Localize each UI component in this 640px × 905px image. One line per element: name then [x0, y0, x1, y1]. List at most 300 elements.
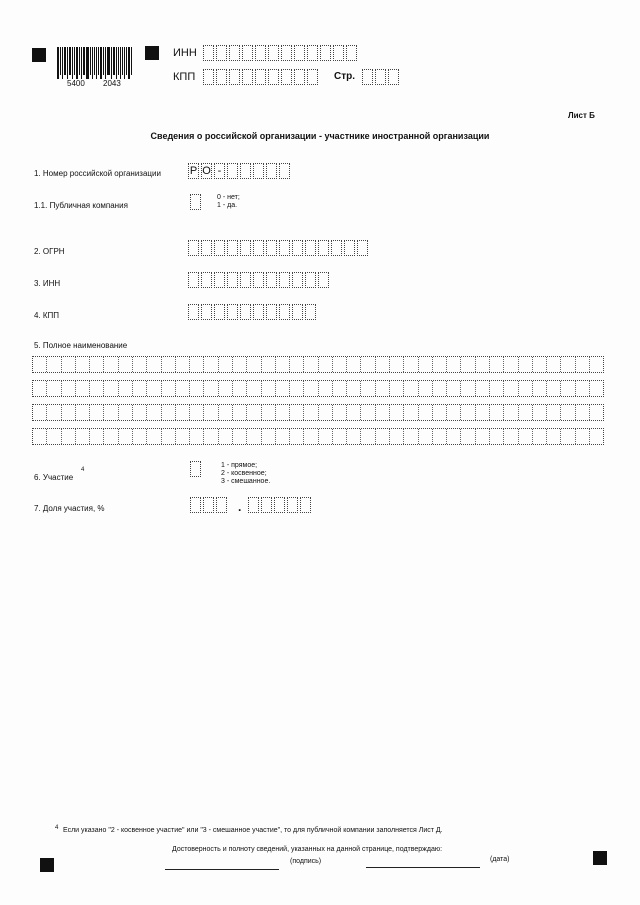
header-page-label: Стр.	[334, 71, 356, 82]
input-cell[interactable]	[344, 240, 355, 256]
barcode-bar	[113, 47, 115, 75]
input-cell[interactable]	[388, 69, 399, 85]
barcode-bar	[107, 47, 110, 75]
name-cell[interactable]	[404, 357, 418, 372]
name-cell[interactable]	[119, 357, 133, 372]
name-cell[interactable]	[576, 405, 590, 420]
barcode-bar	[96, 47, 98, 79]
name-cell[interactable]	[76, 429, 90, 444]
name-cell[interactable]	[561, 357, 575, 372]
input-cell[interactable]	[279, 272, 290, 288]
input-cell[interactable]	[362, 69, 373, 85]
name-cell[interactable]	[233, 381, 247, 396]
name-cell[interactable]	[376, 429, 390, 444]
participation-footnote-mark: 4	[81, 467, 85, 473]
corner-marker-bottom-left	[40, 858, 54, 872]
name-cell[interactable]	[376, 405, 390, 420]
input-cell[interactable]	[253, 272, 264, 288]
name-cell[interactable]	[519, 381, 533, 396]
ogrn-label: 2. ОГРН	[34, 247, 65, 256]
kpp-cells[interactable]	[188, 304, 316, 320]
name-cell[interactable]	[262, 381, 276, 396]
name-cell[interactable]	[490, 405, 504, 420]
name-cell[interactable]	[547, 405, 561, 420]
name-cell[interactable]	[347, 357, 361, 372]
input-cell[interactable]	[216, 45, 227, 61]
inn-cells[interactable]	[188, 272, 329, 288]
input-cell[interactable]	[242, 45, 253, 61]
name-cell[interactable]	[390, 405, 404, 420]
input-cell[interactable]	[279, 240, 290, 256]
name-cell[interactable]	[404, 381, 418, 396]
full-name-row[interactable]	[32, 428, 604, 445]
name-cell[interactable]	[176, 381, 190, 396]
full-name-row[interactable]	[32, 404, 604, 421]
input-cell[interactable]	[190, 497, 201, 513]
name-cell[interactable]	[233, 429, 247, 444]
name-cell[interactable]	[433, 405, 447, 420]
input-cell[interactable]	[253, 240, 264, 256]
input-cell[interactable]	[229, 69, 240, 85]
org-number-cells[interactable]	[188, 163, 290, 179]
name-cell[interactable]	[561, 429, 575, 444]
share-fraction-cells[interactable]	[248, 497, 311, 513]
input-cell[interactable]	[201, 304, 212, 320]
name-cell[interactable]	[176, 429, 190, 444]
name-cell[interactable]	[147, 405, 161, 420]
name-cell[interactable]	[162, 429, 176, 444]
input-cell[interactable]	[333, 45, 344, 61]
name-cell[interactable]	[347, 405, 361, 420]
name-cell[interactable]	[533, 405, 547, 420]
input-cell[interactable]	[190, 461, 201, 477]
name-cell[interactable]	[276, 405, 290, 420]
name-cell[interactable]	[204, 357, 218, 372]
name-cell[interactable]	[504, 405, 518, 420]
corner-marker-bottom-right	[593, 851, 607, 865]
signature-caption: (подпись)	[290, 858, 322, 865]
name-cell[interactable]	[461, 357, 475, 372]
name-cell[interactable]	[90, 429, 104, 444]
org-number-cell[interactable]: Р	[189, 165, 198, 177]
name-cell[interactable]	[419, 357, 433, 372]
barcode-bar	[122, 47, 123, 75]
barcode-bar	[98, 47, 99, 75]
input-cell[interactable]	[281, 45, 292, 61]
name-cell[interactable]	[162, 381, 176, 396]
name-cell[interactable]	[147, 357, 161, 372]
name-cell[interactable]	[33, 429, 47, 444]
name-cell[interactable]	[62, 405, 76, 420]
date-line[interactable]	[366, 867, 480, 868]
name-cell[interactable]	[447, 357, 461, 372]
barcode-bar	[131, 47, 132, 75]
header-inn-label: ИНН	[173, 47, 197, 59]
name-cell[interactable]	[547, 357, 561, 372]
name-cell[interactable]	[333, 357, 347, 372]
name-cell[interactable]	[504, 357, 518, 372]
name-cell[interactable]	[247, 357, 261, 372]
barcode-bar	[81, 47, 82, 79]
input-cell[interactable]	[248, 497, 259, 513]
org-number-cell[interactable]: О	[202, 165, 211, 177]
input-cell[interactable]	[318, 272, 329, 288]
header-kpp-cells[interactable]	[203, 69, 318, 85]
barcode-bar	[100, 47, 102, 79]
name-cell[interactable]	[304, 429, 318, 444]
name-cell[interactable]	[504, 381, 518, 396]
name-cell[interactable]	[404, 429, 418, 444]
name-cell[interactable]	[361, 381, 375, 396]
name-cell[interactable]	[204, 381, 218, 396]
name-cell[interactable]	[361, 405, 375, 420]
input-cell[interactable]	[188, 240, 199, 256]
name-cell[interactable]	[590, 381, 603, 396]
name-cell[interactable]	[47, 405, 61, 420]
name-cell[interactable]	[461, 429, 475, 444]
input-cell[interactable]	[305, 272, 316, 288]
input-cell[interactable]	[242, 69, 253, 85]
name-cell[interactable]	[162, 357, 176, 372]
input-cell[interactable]	[240, 240, 251, 256]
barcode-bar	[111, 47, 112, 79]
input-cell[interactable]	[279, 304, 290, 320]
name-cell[interactable]	[90, 405, 104, 420]
name-cell[interactable]	[561, 381, 575, 396]
name-cell[interactable]	[333, 381, 347, 396]
barcode-digits-right: 2043	[103, 79, 121, 88]
name-cell[interactable]	[490, 357, 504, 372]
name-cell[interactable]	[576, 429, 590, 444]
input-cell[interactable]	[203, 69, 214, 85]
name-cell[interactable]	[290, 429, 304, 444]
name-cell[interactable]	[561, 405, 575, 420]
input-cell[interactable]	[201, 272, 212, 288]
name-cell[interactable]	[547, 381, 561, 396]
name-cell[interactable]	[90, 381, 104, 396]
name-cell[interactable]	[433, 381, 447, 396]
name-cell[interactable]	[62, 357, 76, 372]
input-cell[interactable]	[216, 497, 227, 513]
name-cell[interactable]	[576, 357, 590, 372]
barcode-bar	[69, 47, 72, 75]
barcode	[57, 47, 133, 79]
name-cell[interactable]	[547, 429, 561, 444]
input-cell[interactable]	[201, 240, 212, 256]
name-cell[interactable]	[490, 429, 504, 444]
full-name-row[interactable]	[32, 356, 604, 373]
name-cell[interactable]	[262, 429, 276, 444]
input-cell[interactable]	[307, 45, 318, 61]
name-cell[interactable]	[147, 381, 161, 396]
name-cell[interactable]	[47, 381, 61, 396]
name-cell[interactable]	[233, 357, 247, 372]
name-cell[interactable]	[76, 405, 90, 420]
name-cell[interactable]	[461, 381, 475, 396]
name-cell[interactable]	[347, 381, 361, 396]
share-decimal-separator: .	[238, 500, 242, 514]
input-cell[interactable]	[266, 240, 277, 256]
name-cell[interactable]	[319, 381, 333, 396]
input-cell[interactable]	[375, 69, 386, 85]
input-cell[interactable]	[346, 45, 357, 61]
input-cell[interactable]	[214, 272, 225, 288]
input-cell[interactable]	[274, 497, 285, 513]
name-cell[interactable]	[133, 381, 147, 396]
input-cell[interactable]	[318, 240, 329, 256]
barcode-bar	[116, 47, 117, 79]
name-cell[interactable]	[319, 357, 333, 372]
name-cell[interactable]	[119, 405, 133, 420]
name-cell[interactable]	[119, 429, 133, 444]
input-cell[interactable]	[214, 304, 225, 320]
name-cell[interactable]	[47, 429, 61, 444]
public-company-label: 1.1. Публичная компания	[34, 201, 128, 210]
input-cell[interactable]	[188, 272, 199, 288]
name-cell[interactable]	[490, 381, 504, 396]
org-number-cell[interactable]: -	[214, 163, 225, 179]
name-cell[interactable]	[476, 381, 490, 396]
name-cell[interactable]	[247, 381, 261, 396]
input-cell[interactable]	[255, 45, 266, 61]
name-cell[interactable]	[519, 357, 533, 372]
input-cell[interactable]	[188, 304, 199, 320]
input-cell[interactable]	[292, 272, 303, 288]
signature-line[interactable]	[165, 869, 279, 870]
name-cell[interactable]	[333, 429, 347, 444]
name-cell[interactable]	[319, 405, 333, 420]
input-cell[interactable]	[203, 45, 214, 61]
name-cell[interactable]	[390, 381, 404, 396]
input-cell[interactable]	[261, 497, 272, 513]
date-caption: (дата)	[490, 856, 510, 863]
name-cell[interactable]	[347, 429, 361, 444]
name-cell[interactable]	[447, 405, 461, 420]
input-cell[interactable]	[331, 240, 342, 256]
name-cell[interactable]	[319, 429, 333, 444]
name-cell[interactable]	[190, 405, 204, 420]
input-cell[interactable]	[305, 304, 316, 320]
name-cell[interactable]	[304, 357, 318, 372]
input-cell[interactable]	[214, 240, 225, 256]
name-cell[interactable]	[304, 381, 318, 396]
name-cell[interactable]	[133, 429, 147, 444]
name-cell[interactable]	[404, 405, 418, 420]
name-cell[interactable]	[233, 405, 247, 420]
input-cell[interactable]	[227, 304, 238, 320]
name-cell[interactable]	[533, 429, 547, 444]
barcode-bar	[86, 47, 89, 79]
name-cell[interactable]	[176, 357, 190, 372]
barcode-bar	[124, 47, 125, 79]
input-cell[interactable]	[307, 69, 318, 85]
barcode-bar	[103, 47, 104, 75]
corner-marker-top-mid	[145, 46, 159, 60]
name-cell[interactable]	[590, 429, 603, 444]
name-cell[interactable]	[104, 357, 118, 372]
name-cell[interactable]	[33, 357, 47, 372]
name-cell[interactable]	[576, 381, 590, 396]
barcode-bar	[79, 47, 80, 75]
name-cell[interactable]	[276, 381, 290, 396]
name-cell[interactable]	[219, 405, 233, 420]
barcode-bar	[128, 47, 130, 79]
name-cell[interactable]	[190, 429, 204, 444]
barcode-bar	[60, 47, 61, 75]
barcode-bar	[105, 47, 106, 79]
name-cell[interactable]	[590, 405, 603, 420]
name-cell[interactable]	[433, 357, 447, 372]
input-cell[interactable]	[227, 272, 238, 288]
input-cell[interactable]	[190, 194, 201, 210]
name-cell[interactable]	[476, 405, 490, 420]
barcode-bar	[74, 47, 75, 75]
org-number-cell[interactable]	[227, 163, 238, 179]
corner-marker-top-left	[32, 48, 46, 62]
name-cell[interactable]	[204, 405, 218, 420]
name-cell[interactable]	[190, 357, 204, 372]
name-cell[interactable]	[461, 405, 475, 420]
name-cell[interactable]	[104, 429, 118, 444]
input-cell[interactable]	[292, 240, 303, 256]
confirm-text: Достоверность и полноту сведений, указанных на данной странице, подтверждаю:	[172, 846, 443, 853]
name-cell[interactable]	[476, 429, 490, 444]
name-cell[interactable]	[419, 429, 433, 444]
barcode-bar	[118, 47, 119, 75]
org-number-label: 1. Номер российской организации	[34, 169, 161, 178]
name-cell[interactable]	[33, 405, 47, 420]
name-cell[interactable]	[433, 429, 447, 444]
name-cell[interactable]	[290, 357, 304, 372]
name-cell[interactable]	[519, 405, 533, 420]
name-cell[interactable]	[262, 405, 276, 420]
name-cell[interactable]	[419, 405, 433, 420]
input-cell[interactable]	[292, 304, 303, 320]
name-cell[interactable]	[533, 357, 547, 372]
name-cell[interactable]	[290, 405, 304, 420]
input-cell[interactable]	[294, 45, 305, 61]
input-cell[interactable]	[229, 45, 240, 61]
public-company-option: 0 - нет;	[217, 194, 240, 201]
input-cell[interactable]	[287, 497, 298, 513]
org-number-cell[interactable]	[266, 163, 277, 179]
name-cell[interactable]	[62, 429, 76, 444]
name-cell[interactable]	[33, 381, 47, 396]
name-cell[interactable]	[519, 429, 533, 444]
name-cell[interactable]	[219, 381, 233, 396]
name-cell[interactable]	[247, 405, 261, 420]
name-cell[interactable]	[533, 381, 547, 396]
barcode-bar	[57, 47, 59, 79]
name-cell[interactable]	[262, 357, 276, 372]
input-cell[interactable]	[305, 240, 316, 256]
name-cell[interactable]	[76, 357, 90, 372]
input-cell[interactable]	[268, 45, 279, 61]
name-cell[interactable]	[290, 381, 304, 396]
barcode-bar	[67, 47, 68, 79]
barcode-bar	[62, 47, 63, 79]
name-cell[interactable]	[361, 429, 375, 444]
input-cell[interactable]	[266, 272, 277, 288]
name-cell[interactable]	[204, 429, 218, 444]
name-cell[interactable]	[390, 357, 404, 372]
input-cell[interactable]	[240, 272, 251, 288]
name-cell[interactable]	[47, 357, 61, 372]
header-inn-cells[interactable]	[203, 45, 357, 61]
input-cell[interactable]	[216, 69, 227, 85]
participation-cell[interactable]	[190, 461, 201, 477]
name-cell[interactable]	[504, 429, 518, 444]
name-cell[interactable]	[276, 357, 290, 372]
name-cell[interactable]	[419, 381, 433, 396]
name-cell[interactable]	[190, 381, 204, 396]
input-cell[interactable]	[357, 240, 368, 256]
input-cell[interactable]	[240, 304, 251, 320]
input-cell[interactable]	[268, 69, 279, 85]
name-cell[interactable]	[590, 357, 603, 372]
barcode-bar	[76, 47, 78, 79]
input-cell[interactable]	[320, 45, 331, 61]
name-cell[interactable]	[133, 405, 147, 420]
input-cell[interactable]	[281, 69, 292, 85]
name-cell[interactable]	[390, 429, 404, 444]
input-cell[interactable]	[294, 69, 305, 85]
barcode-digits-left: 5400	[67, 79, 85, 88]
name-cell[interactable]	[90, 357, 104, 372]
name-cell[interactable]	[476, 357, 490, 372]
name-cell[interactable]	[219, 357, 233, 372]
name-cell[interactable]	[133, 357, 147, 372]
name-cell[interactable]	[147, 429, 161, 444]
input-cell[interactable]	[300, 497, 311, 513]
public-company-option: 1 - да.	[217, 202, 238, 209]
input-cell[interactable]	[203, 497, 214, 513]
header-page-cells[interactable]	[362, 69, 399, 85]
input-cell[interactable]	[266, 304, 277, 320]
name-cell[interactable]	[219, 429, 233, 444]
input-cell[interactable]	[255, 69, 266, 85]
name-cell[interactable]	[104, 381, 118, 396]
org-number-cell[interactable]	[253, 163, 264, 179]
name-cell[interactable]	[76, 381, 90, 396]
name-cell[interactable]	[176, 405, 190, 420]
public-company-cell[interactable]	[190, 194, 201, 210]
ogrn-cells[interactable]	[188, 240, 368, 256]
barcode-bar	[126, 47, 127, 75]
name-cell[interactable]	[104, 405, 118, 420]
name-cell[interactable]	[276, 429, 290, 444]
name-cell[interactable]	[376, 357, 390, 372]
name-cell[interactable]	[62, 381, 76, 396]
full-name-row[interactable]	[32, 380, 604, 397]
org-number-cell[interactable]	[240, 163, 251, 179]
name-cell[interactable]	[447, 429, 461, 444]
share-integer-cells[interactable]	[190, 497, 227, 513]
org-number-cell[interactable]	[279, 163, 290, 179]
barcode-bar	[92, 47, 93, 79]
name-cell[interactable]	[304, 405, 318, 420]
input-cell[interactable]	[253, 304, 264, 320]
name-cell[interactable]	[447, 381, 461, 396]
name-cell[interactable]	[247, 429, 261, 444]
name-cell[interactable]	[119, 381, 133, 396]
name-cell[interactable]	[162, 405, 176, 420]
name-cell[interactable]	[361, 357, 375, 372]
input-cell[interactable]	[227, 240, 238, 256]
name-cell[interactable]	[376, 381, 390, 396]
footnote-mark: 4	[55, 825, 59, 831]
name-cell[interactable]	[333, 405, 347, 420]
